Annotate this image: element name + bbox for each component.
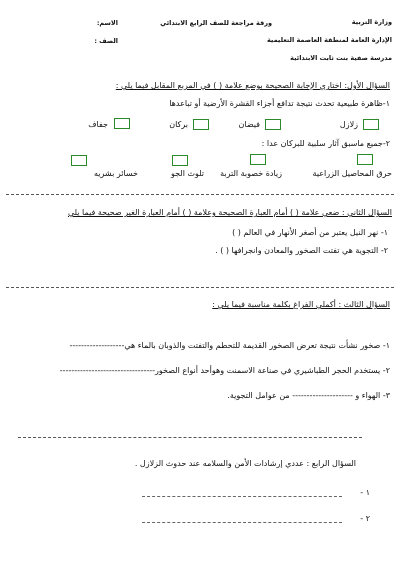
option-crop-burning: حرق المحاصيل الزراعية <box>312 169 392 178</box>
option-checkbox-human-losses[interactable] <box>71 155 87 166</box>
option-drought: جفاف <box>88 120 108 129</box>
q4-answer-line-2[interactable] <box>142 522 342 523</box>
section-divider <box>18 437 362 438</box>
q4-item1-label: ١ - <box>360 488 370 497</box>
q1-item1: ١-ظاهرة طبيعية تحدث نتيجة تدافع أجزاء القشرة الأرضية أو تباعدها <box>169 99 390 108</box>
option-checkbox-crop-burning[interactable] <box>357 154 373 165</box>
option-checkbox-volcano[interactable] <box>193 119 209 130</box>
option-flood: فيضان <box>238 120 260 129</box>
q3-title: السؤال الثالث : أكملي الفراغ بكلمة مناسبة فيما يلي : <box>212 300 390 309</box>
q1-item2: ٢-جميع ماسبق آثار سلبية للبركان عدا : <box>261 139 390 148</box>
option-volcano: بركان <box>169 120 188 129</box>
school-label: مدرسة صفية بنت ثابت الابتدائية <box>290 54 392 62</box>
option-checkbox-flood[interactable] <box>265 119 281 130</box>
option-checkbox-drought[interactable] <box>114 118 130 129</box>
option-checkbox-soil-fertility[interactable] <box>250 154 266 165</box>
directorate-label: الإدارة العامة لمنطقة العاصمة التعليمية <box>266 36 392 44</box>
sheet-title: ورقة مراجعة للصف الرابع الابتدائي <box>160 19 272 27</box>
q4-title: السؤال الرابع : عددي إرشادات الأمن والسلامه عند حدوث الزلازل . <box>134 459 356 468</box>
q1-title: السؤال الأول: اختاري الإجابة الصحيحة بوضع علامة ( ) في المربع المقابل فيما يلي : <box>115 81 390 90</box>
q3-item3: ٣- الهواء و --------------------- من عوامل التجوية. <box>227 391 390 400</box>
q2-item2: ٢- التجوية هي تفتت الصخور والمعادن وانجرافها ( ) . <box>215 246 388 255</box>
option-air-pollution: تلوث الجو <box>170 169 204 178</box>
option-earthquakes: زلازل <box>339 120 358 129</box>
option-soil-fertility: زيادة خصوبة التربة <box>220 169 282 178</box>
ministry-label: وزارة التربية <box>351 18 392 26</box>
q3-item1: ١- صخور نشأت نتيجة تعرض الصخور القديمة للتحطم والتفتت والذوبان بالماء هي------------------- <box>69 341 390 350</box>
option-checkbox-air-pollution[interactable] <box>172 155 188 166</box>
class-label: الصف : <box>94 37 118 45</box>
q3-item2: ٢- يستخدم الحجر الطباشيري في صناعة الاسمنت وهوأحد أنواع الصخور--------------------------------- <box>59 366 390 375</box>
q2-item1: ١- نهر النيل يعتبر من أصغر الأنهار في العالم ( ) <box>232 228 388 237</box>
option-checkbox-earthquakes[interactable] <box>363 119 379 130</box>
q2-title: السؤال الثاني : ضعي علامة ( ) أمام العبارة الصحيحة وعلامة ( ) أمام العبارة الغير صحيحة فيما يلي <box>67 208 392 217</box>
option-human-losses: خسائر بشريه <box>94 169 138 178</box>
q4-item2-label: ٢ - <box>360 514 370 523</box>
section-divider <box>6 194 394 195</box>
name-label: الاسم: <box>96 19 118 27</box>
section-divider <box>6 287 394 288</box>
q4-answer-line-1[interactable] <box>142 496 342 497</box>
